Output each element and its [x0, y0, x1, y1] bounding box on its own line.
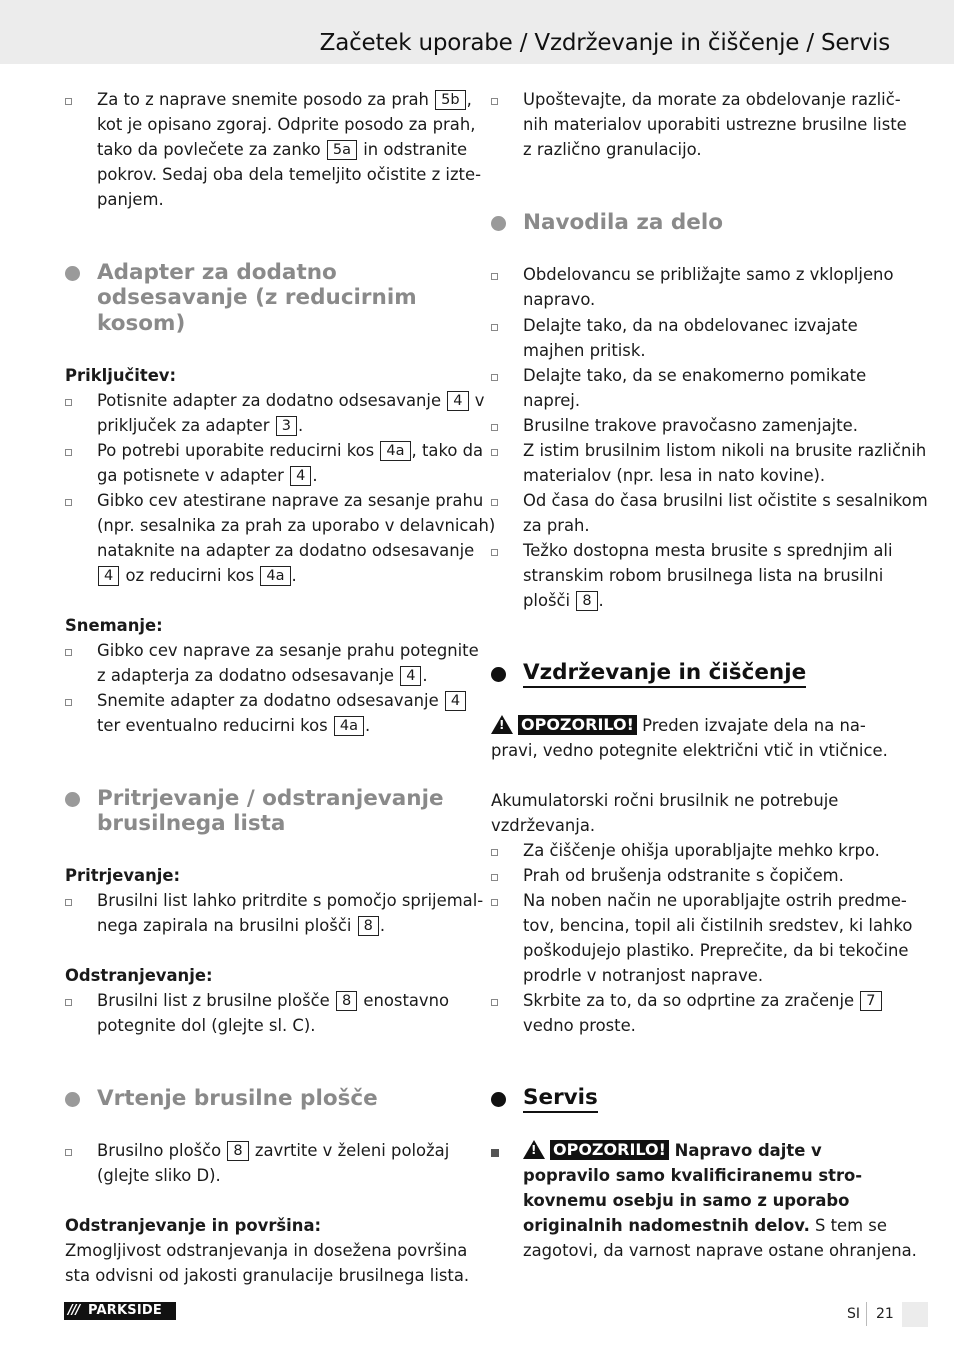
- text-line: tov, bencina, topil ali čistilnih sredstev, ki lahko: [523, 916, 913, 935]
- section-heading: Vrtenje brusilne plošče: [97, 1086, 378, 1111]
- text-line: 4 oz reducirni kos 4a .: [97, 563, 297, 588]
- bullet-icon: [65, 649, 72, 656]
- section-dot-icon: [65, 792, 80, 807]
- bullet-icon: [65, 999, 72, 1006]
- text-line: ga potisnete v adapter 4 .: [97, 466, 318, 485]
- text-line: Na noben način ne uporabljajte ostrih predme-: [523, 891, 907, 910]
- bullet-icon: [491, 324, 498, 331]
- text-line: Prah od brušenja odstranite s čopičem.: [523, 866, 844, 885]
- text-line: Gibko cev atestirane naprave za sesanje prahu: [97, 491, 484, 510]
- text-line: Za to z naprave snemite posodo za prah 5b ,: [97, 90, 472, 109]
- text-line: naprej.: [523, 391, 581, 410]
- ref-box: 4: [445, 691, 466, 711]
- bullet-icon: [491, 874, 498, 881]
- warning-label: OPOZORILO!: [518, 715, 637, 735]
- square-bullet-icon: [491, 1149, 499, 1157]
- ref-box: 4a: [380, 441, 410, 461]
- subheading: Snemanje:: [65, 616, 163, 635]
- ref-box: 8: [227, 1141, 248, 1161]
- ref-box: 5a: [327, 140, 357, 160]
- bullet-icon: [491, 374, 498, 381]
- ref-box: 8: [358, 916, 379, 936]
- ref-box: 7: [860, 991, 881, 1011]
- parkside-logo: /// PARKSIDE: [64, 1302, 176, 1320]
- text-line: kot je opisano zgoraj. Odprite posodo za prah,: [97, 115, 476, 134]
- text-line: vzdrževanja.: [491, 816, 596, 835]
- bullet-icon: [491, 424, 498, 431]
- text-line: Obdelovancu se približajte samo z vklopljeno: [523, 265, 894, 284]
- text-line: Snemite adapter za dodatno odsesavanje 4: [97, 688, 467, 713]
- section-dot-icon: [491, 667, 506, 682]
- text-line: majhen pritisk.: [523, 341, 646, 360]
- text-line: z različno granulacijo.: [523, 140, 702, 159]
- section-heading: Vzdrževanje in čiščenje: [523, 660, 806, 688]
- subheading: Odstranjevanje in površina:: [65, 1216, 322, 1235]
- ref-box: 3: [276, 416, 297, 436]
- bullet-icon: [65, 499, 72, 506]
- bullet-icon: [491, 98, 498, 105]
- section-heading: kosom): [97, 311, 186, 336]
- text-line: popravilo samo kvalificiranemu stro-: [523, 1166, 863, 1185]
- section-dot-icon: [65, 266, 80, 281]
- text-line: plošči 8 .: [523, 591, 604, 610]
- text-line: stranskim robom brusilnega lista na brusilni: [523, 566, 884, 585]
- subheading: Pritrjevanje:: [65, 866, 181, 885]
- warning-label: OPOZORILO!: [550, 1140, 669, 1160]
- text-line: poškodujejo plastiko. Preprečite, da bi tekočine: [523, 941, 909, 960]
- text-line: Potisnite adapter za dodatno odsesavanje 4 v: [97, 391, 485, 410]
- text-line: Z istim brusilnim listom nikoli na brusite različnih: [523, 441, 927, 460]
- bullet-icon: [65, 899, 72, 906]
- section-heading: Navodila za delo: [523, 210, 724, 235]
- text-line: originalnih nadomestnih delov. S tem se: [523, 1216, 887, 1235]
- ref-box: 4a: [260, 566, 290, 586]
- text-line: kovnemu osebju in samo z uporabo: [523, 1191, 850, 1210]
- page-title: Začetek uporabe / Vzdrževanje in čiščenje / Servis: [319, 30, 890, 56]
- text-line: Akumulatorski ročni brusilnik ne potrebuje: [491, 791, 839, 810]
- text-line: Delajte tako, da na obdelovanec izvajate: [523, 316, 858, 335]
- text-line: Skrbite za to, da so odprtine za zračenje 7: [523, 988, 883, 1013]
- text-line: pokrov. Sedaj oba dela temeljito očistite z izte-: [97, 165, 481, 184]
- text-line: (npr. sesalnika za prah za uporabo v delavnicah): [97, 516, 496, 535]
- ref-box: 4: [290, 466, 311, 486]
- section-heading: odsesavanje (z reducirnim: [97, 285, 417, 310]
- text-line: Brusilne trakove pravočasno zamenjajte.: [523, 416, 858, 435]
- text-line: Zmogljivost odstranjevanja in dosežena površina: [65, 1241, 468, 1260]
- text-line: prodrle v notranjost naprave.: [523, 966, 764, 985]
- bullet-icon: [491, 899, 498, 906]
- bullet-icon: [65, 699, 72, 706]
- ref-box: 4: [447, 391, 468, 411]
- bullet-icon: [491, 999, 498, 1006]
- footer-tab: [902, 1302, 928, 1327]
- text-line: priključek za adapter 3 .: [97, 416, 304, 435]
- ref-box: 5b: [435, 90, 465, 110]
- text-line: Upoštevajte, da morate za obdelovanje različ-: [523, 90, 901, 109]
- text-line: tako da povlečete za zanko 5a in odstranite: [97, 140, 468, 159]
- subheading: Odstranjevanje:: [65, 966, 213, 985]
- text-line: napravo.: [523, 290, 596, 309]
- section-heading: Servis: [523, 1085, 598, 1113]
- text-line: (glejte sliko D).: [97, 1166, 221, 1185]
- text-line: sta odvisni od jakosti granulacije brusilnega lista.: [65, 1266, 470, 1285]
- bullet-icon: [491, 549, 498, 556]
- language-code: SI: [847, 1306, 861, 1322]
- text-line: Za čiščenje ohišja uporabljajte mehko krpo.: [523, 841, 880, 860]
- bullet-icon: [65, 399, 72, 406]
- bullet-icon: [491, 849, 498, 856]
- text-line: za prah.: [523, 516, 590, 535]
- warning-icon: !: [523, 1140, 545, 1159]
- text-line: pravi, vedno potegnite električni vtič in vtičnice.: [491, 741, 888, 760]
- section-heading: brusilnega lista: [97, 811, 286, 836]
- warning-icon: !: [491, 715, 513, 734]
- text-line: nih materialov uporabiti ustrezne brusilne liste: [523, 115, 907, 134]
- warning-line: ! OPOZORILO! Preden izvajate dela na na-: [491, 713, 866, 738]
- section-dot-icon: [491, 1092, 506, 1107]
- text-line: nega zapirala na brusilni plošči 8 .: [97, 916, 386, 935]
- bullet-icon: [65, 1149, 72, 1156]
- section-dot-icon: [491, 216, 506, 231]
- section-heading: Adapter za dodatno: [97, 260, 337, 285]
- bullet-icon: [65, 449, 72, 456]
- text-line: Delajte tako, da se enakomerno pomikate: [523, 366, 867, 385]
- ref-box: 4: [98, 566, 119, 586]
- text-line: panjem.: [97, 190, 164, 209]
- text-line: vedno proste.: [523, 1016, 636, 1035]
- page-number: 21: [876, 1306, 894, 1322]
- ref-box: 8: [576, 591, 597, 611]
- text-line: ter eventualno reducirni kos 4a .: [97, 716, 371, 735]
- text-line: nataknite na adapter za dodatno odsesavanje: [97, 541, 475, 560]
- text-line: Brusilni list z brusilne plošče 8 enostavno: [97, 991, 450, 1010]
- text-line: Brusilno ploščo 8 zavrtite v želeni položaj: [97, 1141, 450, 1160]
- text-line: z adapterja za dodatno odsesavanje 4 .: [97, 666, 428, 685]
- text-line: Od časa do časa brusilni list očistite s sesalnikom: [523, 491, 928, 510]
- bullet-icon: [491, 499, 498, 506]
- text-line: potegnite dol (glejte sl. C).: [97, 1016, 316, 1035]
- text-line: materialov (npr. lesa in nato kovine).: [523, 466, 826, 485]
- page-header: [0, 0, 954, 64]
- text-line: Težko dostopna mesta brusite s sprednjim ali: [523, 541, 893, 560]
- bullet-icon: [491, 449, 498, 456]
- text-line: Brusilni list lahko pritrdite s pomočjo sprijemal-: [97, 891, 484, 910]
- text-line: zagotovi, da varnost naprave ostane ohranjena.: [523, 1241, 917, 1260]
- footer-divider: [866, 1302, 867, 1326]
- text-line: Po potrebi uporabite reducirni kos 4a , tako da: [97, 441, 484, 460]
- ref-box: 8: [336, 991, 357, 1011]
- text-line: Gibko cev naprave za sesanje prahu potegnite: [97, 641, 479, 660]
- section-heading: Pritrjevanje / odstranjevanje: [97, 786, 444, 811]
- ref-box: 4: [400, 666, 421, 686]
- bullet-icon: [491, 273, 498, 280]
- bullet-icon: [65, 98, 72, 105]
- subheading: Priključitev:: [65, 366, 177, 385]
- warning-line: ! OPOZORILO! Napravo dajte v: [523, 1138, 822, 1163]
- ref-box: 4a: [334, 716, 364, 736]
- section-dot-icon: [65, 1092, 80, 1107]
